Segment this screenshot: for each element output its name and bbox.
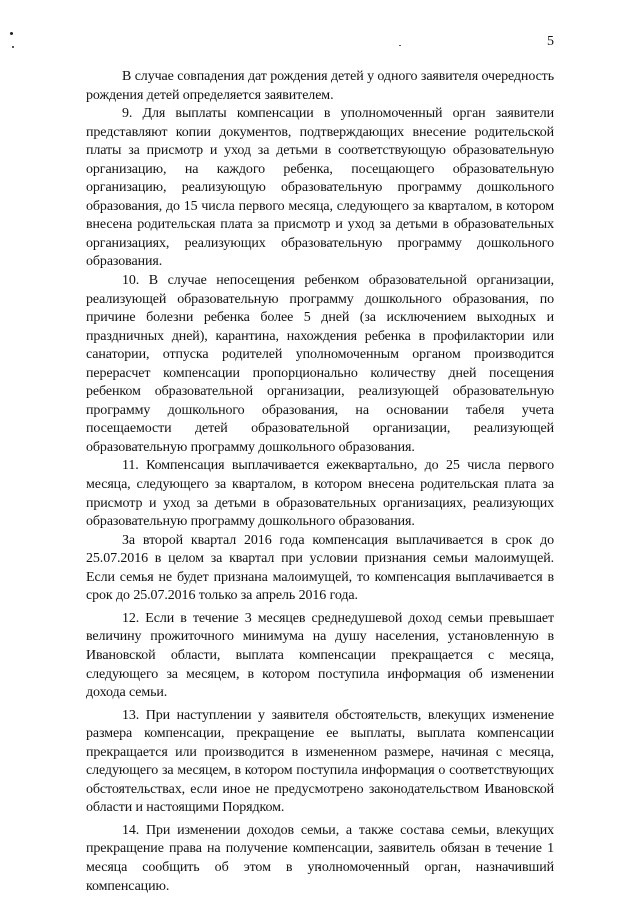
paragraph-14: 14. При изменении доходов семьи, а также состава семьи, влекущих прекращение права на получение компенсации, заявитель обязан в течение 1 месяца сообщить об этом в уполномоченный орган, назначивший компенсацию. <box>86 822 554 894</box>
page-number: 5 <box>547 34 554 49</box>
paragraph-10: 10. В случае непосещения ребенком образовательной организации, реализующей образовательную программу дошкольного образования, по причине болезни ребенка более 5 дней (за исключением выходных и праздничных дней), карантина, нахождения ребенка в профилактории или санатории, отпуска родителей уполномоченным органом производится перерасчет компенсации пропорционально количеству дней посещения ребенком образовательной организации, реализующей образовательную программу дошкольного образования, на основании табеля учета посещаемости детей образовательной организации, реализующей образовательную программу дошкольного образования. <box>86 273 554 455</box>
document-body <box>86 68 554 896</box>
paragraph-9: 9. Для выплаты компенсации в уполномоченный орган заявители представляют копии документов, подтверждающих внесение родительской платы за присмотр и уход за детьми в соответствующую образовательную организацию, на каждого ребенка, посещающего образовательную организацию, реализующую образовательную программу дошкольного образования, до 15 числа первого месяца, следующего за кварталом, в котором внесена родительская плата за присмотр и уход за детьми в образовательных организациях, реализующих образовательную программу дошкольного образования. <box>86 106 554 270</box>
paragraph-birth-order: В случае совпадения дат рождения детей у одного заявителя очередность рождения детей определяется заявителем. <box>86 69 554 103</box>
paragraph-13: 13. При наступлении у заявителя обстоятельств, влекущих изменение размера компенсации, прекращение ее выплаты, выплата компенсации прекращается или производится в измененном размере, начиная с месяца, следующего за месяцем, в котором поступила информация о соответствующих обстоятельствах, если иное не предусмотрено законодательством Ивановской области и настоящими Порядком. <box>86 707 554 816</box>
paragraph-q2-2016: За второй квартал 2016 года компенсация выплачивается в срок до 25.07.2016 в целом за квартал при условии признания семьи малоимущей. Если семья не будет признана малоимущей, то компенсация выплачивается в срок до 25.07.2016 только за апрель 2016 года. <box>86 532 554 604</box>
scan-speck <box>10 32 13 35</box>
paragraph-12: 12. Если в течение 3 месяцев среднедушевой доход семьи превышает величину прожиточного минимума на душу населения, установленную в Ивановской области, выплата компенсации прекращается с месяца, следующего за месяцем, в котором поступила информация об изменении дохода семьи. <box>86 610 554 701</box>
scan-speck <box>399 45 401 46</box>
paragraph-11: 11. Компенсация выплачивается ежеквартально, до 25 числа первого месяца, следующего за кварталом, в котором внесена родительская плата за присмотр и уход за детьми в образовательных организациях, реализующих образовательную программу дошкольного образования. <box>86 458 554 530</box>
scan-speck <box>12 46 14 48</box>
